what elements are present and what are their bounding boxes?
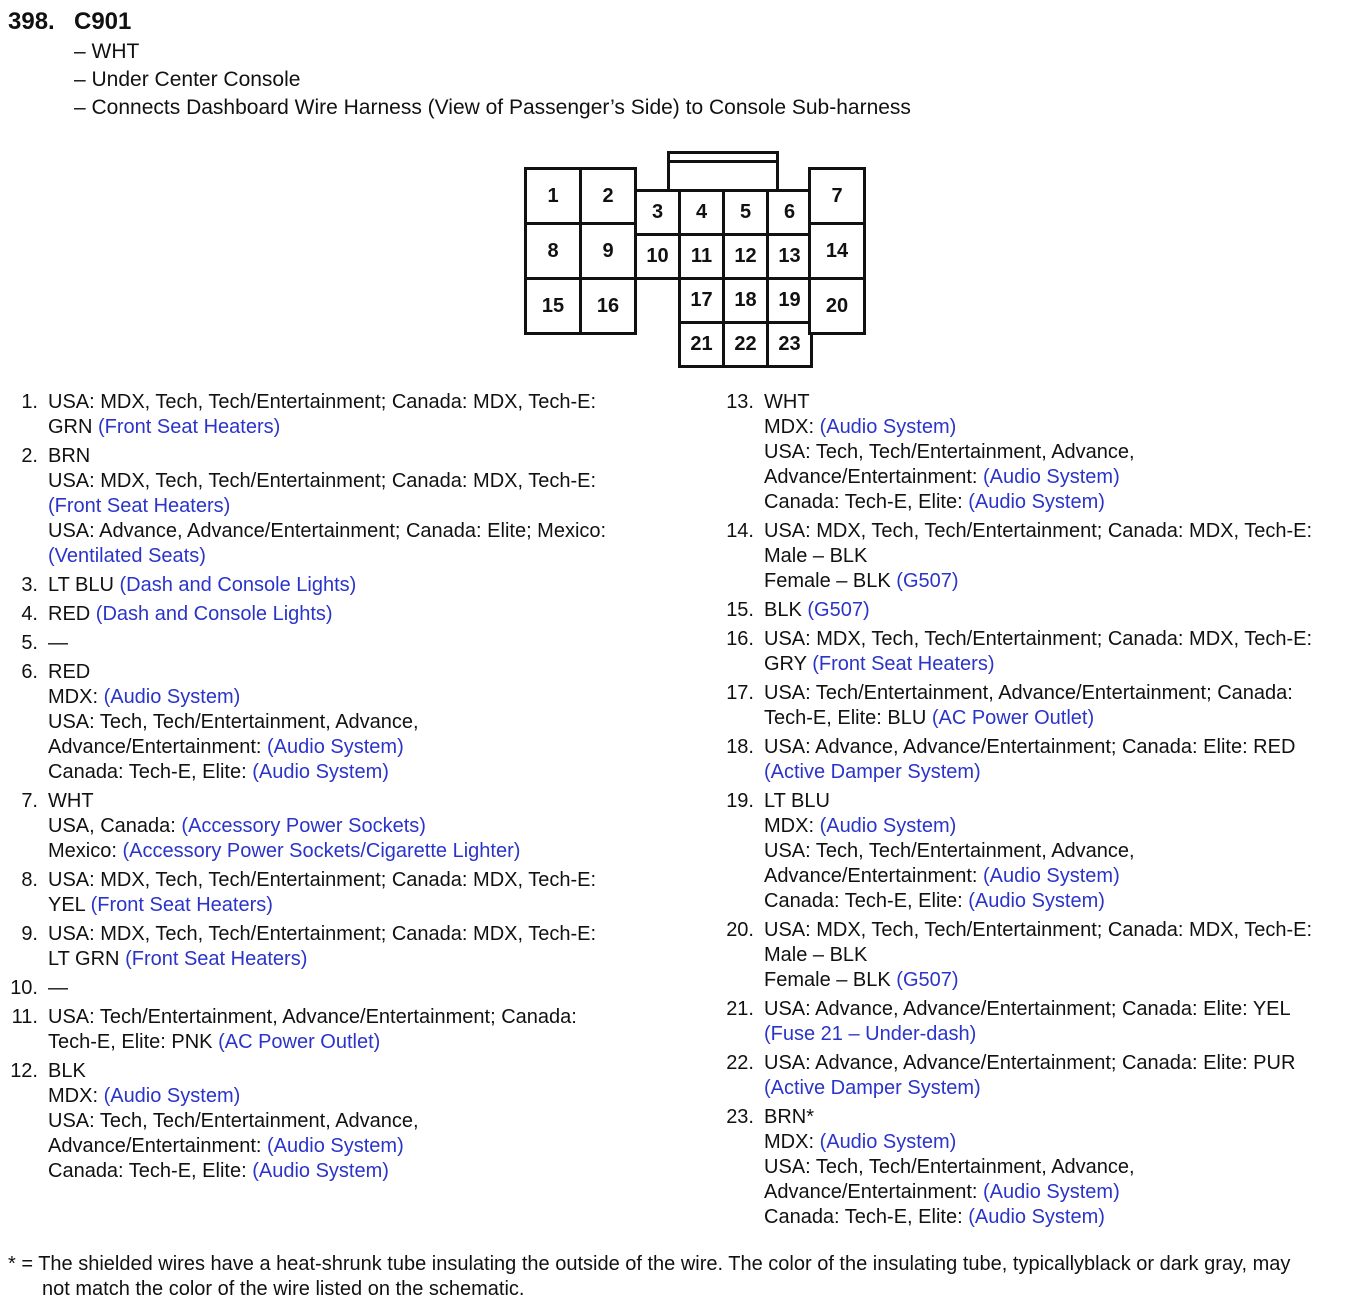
pin-line — [764, 735, 1356, 760]
cavity-1: 1 — [524, 167, 582, 225]
detail-location: – Under Center Console — [74, 68, 301, 91]
circuit-reference: (Audio System) — [267, 1135, 404, 1157]
cavity-13: 13 — [766, 233, 813, 280]
pin-item — [0, 1059, 680, 1184]
pin-number: 4. — [21, 603, 38, 625]
pin-text: USA: Tech, Tech/Entertainment, Advance, — [764, 1156, 1135, 1178]
pin-line — [764, 968, 1356, 993]
cavity-5: 5 — [722, 189, 769, 236]
pin-item — [716, 598, 1356, 623]
pin-number: 15. — [726, 599, 754, 621]
pin-line — [48, 839, 680, 864]
pin-line — [764, 627, 1356, 652]
cavity-19: 19 — [766, 277, 813, 324]
pin-number: 3. — [21, 574, 38, 596]
pin-text: MDX: — [764, 815, 820, 837]
circuit-reference: (Front Seat Heaters) — [48, 495, 231, 517]
pin-line — [764, 1205, 1356, 1230]
pin-number: 12. — [10, 1060, 38, 1082]
pin-text: WHT — [764, 391, 810, 413]
pin-item — [716, 1051, 1356, 1101]
pin-text: BLK — [48, 1060, 86, 1082]
pin-line — [764, 997, 1356, 1022]
circuit-reference: (Audio System) — [983, 466, 1120, 488]
cavity-23: 23 — [766, 321, 813, 368]
circuit-reference: (Audio System) — [819, 416, 957, 438]
pin-text: USA: MDX, Tech, Tech/Entertainment; Canada: MDX, Tech-E: — [764, 628, 1313, 650]
pin-text: LT BLU — [764, 790, 830, 812]
circuit-reference: (Accessory Power Sockets) — [181, 815, 426, 837]
cavity-15: 15 — [524, 277, 582, 335]
pin-line — [764, 652, 1356, 677]
pin-line — [764, 1180, 1356, 1205]
pin-text: BLK — [764, 599, 808, 621]
pin-number: 10. — [10, 977, 38, 999]
circuit-reference: (G507) — [896, 570, 959, 592]
circuit-reference: (Front Seat Heaters) — [812, 653, 995, 675]
pin-number: 9. — [21, 923, 38, 945]
cavity-14: 14 — [808, 222, 866, 280]
pin-text: USA: Tech/Entertainment, Advance/Entertainment; Canada: — [764, 682, 1293, 704]
pin-list-right — [716, 390, 1356, 1234]
pin-list-left — [0, 390, 680, 1188]
pin-text: Canada: Tech-E, Elite: — [764, 1206, 969, 1228]
pin-line — [764, 544, 1356, 569]
pin-line — [764, 1130, 1356, 1155]
circuit-reference: (Audio System) — [252, 761, 389, 783]
circuit-reference: (Front Seat Heaters) — [90, 894, 273, 916]
pin-text: USA: MDX, Tech, Tech/Entertainment; Canada: MDX, Tech-E: — [764, 919, 1313, 941]
pin-text: Female – BLK — [764, 570, 897, 592]
circuit-reference: (Audio System) — [819, 815, 957, 837]
pin-item — [0, 789, 680, 864]
pin-item — [716, 735, 1356, 785]
cavity-7: 7 — [808, 167, 866, 225]
pin-text: Canada: Tech-E, Elite: — [764, 491, 969, 513]
pin-text: Tech-E, Elite: BLU — [764, 707, 932, 729]
pin-line — [48, 519, 680, 544]
pin-number: 20. — [726, 919, 754, 941]
pin-text: USA: Advance, Advance/Entertainment; Canada: Elite; Mexico: — [48, 520, 607, 542]
cavity-21: 21 — [678, 321, 725, 368]
pin-item — [0, 444, 680, 569]
pin-line — [48, 573, 680, 598]
pin-number: 21. — [726, 998, 754, 1020]
pin-text: Female – BLK — [764, 969, 897, 991]
pin-line — [764, 1076, 1356, 1101]
pin-line — [48, 735, 680, 760]
circuit-reference: (Audio System) — [103, 1085, 241, 1107]
pin-item — [716, 390, 1356, 515]
pin-text: USA: MDX, Tech, Tech/Entertainment; Canada: MDX, Tech-E: — [48, 869, 597, 891]
pin-item — [716, 789, 1356, 914]
pin-text: MDX: — [48, 686, 104, 708]
circuit-reference: (AC Power Outlet) — [931, 707, 1095, 729]
pin-number: 11. — [11, 1006, 38, 1028]
cavity-11: 11 — [678, 233, 725, 280]
detail-connection: – Connects Dashboard Wire Harness (View of Passenger’s Side) to Console Sub-harness — [74, 96, 911, 119]
pin-text: LT BLU — [48, 574, 120, 596]
pin-line — [48, 947, 680, 972]
pin-item — [0, 922, 680, 972]
cavity-9: 9 — [579, 222, 637, 280]
pin-line — [764, 1105, 1356, 1130]
connector-lock-bar — [667, 160, 779, 163]
pin-line — [48, 444, 680, 469]
pin-number: 23. — [726, 1106, 754, 1128]
pin-text: BRN* — [764, 1106, 815, 1128]
pin-line — [764, 681, 1356, 706]
pin-line — [48, 631, 680, 656]
connector-diagram — [0, 0, 1358, 380]
pin-item — [716, 681, 1356, 731]
pin-line — [48, 390, 680, 415]
pin-text: USA: Tech, Tech/Entertainment, Advance, — [48, 711, 419, 733]
pin-text: — — [48, 977, 68, 999]
pin-text: USA, Canada: — [48, 815, 182, 837]
pin-text: YEL — [48, 894, 91, 916]
pin-item — [0, 868, 680, 918]
pin-item — [0, 602, 680, 627]
circuit-reference: (Active Damper System) — [764, 761, 981, 783]
pin-item — [0, 631, 680, 656]
pin-line — [48, 1059, 680, 1084]
pin-line — [48, 710, 680, 735]
pin-line — [48, 660, 680, 685]
pin-number: 16. — [726, 628, 754, 650]
pin-text: USA: Advance, Advance/Entertainment; Canada: Elite: PUR — [764, 1052, 1296, 1074]
pin-line — [48, 922, 680, 947]
pin-text: Advance/Entertainment: — [764, 466, 984, 488]
pin-line — [48, 1084, 680, 1109]
pin-text: LT GRN — [48, 948, 126, 970]
cavity-3: 3 — [634, 189, 681, 236]
pin-text: Male – BLK — [764, 545, 868, 567]
pin-number: 17. — [726, 682, 754, 704]
pin-line — [764, 440, 1356, 465]
pin-text: MDX: — [764, 1131, 820, 1153]
circuit-reference: (Ventilated Seats) — [48, 545, 206, 567]
pin-text: Advance/Entertainment: — [48, 736, 268, 758]
pin-line — [764, 569, 1356, 594]
pin-text: WHT — [48, 790, 94, 812]
pin-text: Advance/Entertainment: — [764, 865, 984, 887]
pin-line — [48, 1030, 680, 1055]
pin-text: USA: MDX, Tech, Tech/Entertainment; Canada: MDX, Tech-E: — [48, 470, 597, 492]
pin-item — [0, 660, 680, 785]
pin-line — [764, 814, 1356, 839]
pin-text: Canada: Tech-E, Elite: — [48, 1160, 253, 1182]
pin-number: 14. — [726, 520, 754, 542]
connector-id: C901 — [74, 8, 132, 35]
cavity-2: 2 — [579, 167, 637, 225]
circuit-reference: (Audio System) — [819, 1131, 957, 1153]
pin-line — [764, 789, 1356, 814]
footnote-line-2: not match the color of the wire listed on the schematic. — [42, 1278, 525, 1300]
pin-text: RED — [48, 661, 91, 683]
pin-line — [48, 868, 680, 893]
pin-line — [48, 976, 680, 1001]
circuit-reference: (Active Damper System) — [764, 1077, 981, 1099]
circuit-reference: (Dash and Console Lights) — [119, 574, 357, 596]
pin-number: 19. — [726, 790, 754, 812]
pin-text: USA: Advance, Advance/Entertainment; Canada: Elite: RED — [764, 736, 1296, 758]
pin-item — [0, 390, 680, 440]
circuit-reference: (Front Seat Heaters) — [125, 948, 308, 970]
circuit-reference: (Dash and Console Lights) — [95, 603, 333, 625]
pin-text: RED — [48, 603, 96, 625]
circuit-reference: (G507) — [896, 969, 959, 991]
pin-text: USA: Advance, Advance/Entertainment; Canada: Elite: YEL — [764, 998, 1291, 1020]
pin-line — [764, 839, 1356, 864]
cavity-8: 8 — [524, 222, 582, 280]
pin-line — [764, 1022, 1356, 1047]
pin-line — [48, 893, 680, 918]
circuit-reference: (Audio System) — [983, 865, 1120, 887]
circuit-reference: (Front Seat Heaters) — [98, 416, 281, 438]
pin-line — [48, 685, 680, 710]
pin-item — [716, 1105, 1356, 1230]
pin-number: 7. — [21, 790, 38, 812]
pin-line — [48, 469, 680, 494]
pin-text: USA: MDX, Tech, Tech/Entertainment; Canada: MDX, Tech-E: — [48, 391, 597, 413]
circuit-reference: (Audio System) — [968, 491, 1105, 513]
cavity-20: 20 — [808, 277, 866, 335]
footnote-line-1: * = The shielded wires have a heat-shrunk tube insulating the outside of the wire. The color of the insulating tube, typicallyblack or dark gray, may — [8, 1253, 1291, 1275]
cavity-22: 22 — [722, 321, 769, 368]
cavity-10: 10 — [634, 233, 681, 280]
cavity-6: 6 — [766, 189, 813, 236]
pin-item — [0, 1005, 680, 1055]
pin-text: USA: Tech, Tech/Entertainment, Advance, — [764, 840, 1135, 862]
cavity-18: 18 — [722, 277, 769, 324]
pin-line — [764, 1051, 1356, 1076]
pin-line — [48, 602, 680, 627]
connector-number: 398. — [8, 8, 55, 35]
pin-line — [48, 789, 680, 814]
pin-item — [0, 573, 680, 598]
circuit-reference: (Accessory Power Sockets/Cigarette Lighter) — [122, 840, 521, 862]
detail-color: – WHT — [74, 40, 140, 63]
pin-text: GRN — [48, 416, 98, 438]
circuit-reference: (G507) — [807, 599, 870, 621]
pin-number: 5. — [21, 632, 38, 654]
pin-line — [48, 1005, 680, 1030]
pin-line — [764, 943, 1356, 968]
pin-number: 2. — [21, 445, 38, 467]
pin-line — [48, 544, 680, 569]
cavity-12: 12 — [722, 233, 769, 280]
pin-item — [716, 627, 1356, 677]
circuit-reference: (Audio System) — [267, 736, 404, 758]
pin-item — [716, 997, 1356, 1047]
pin-line — [764, 598, 1356, 623]
pin-line — [764, 465, 1356, 490]
pin-number: 13. — [726, 391, 754, 413]
pin-text: BRN — [48, 445, 91, 467]
pin-text: Canada: Tech-E, Elite: — [48, 761, 253, 783]
circuit-reference: (Audio System) — [968, 890, 1105, 912]
pin-number: 6. — [21, 661, 38, 683]
circuit-reference: (Audio System) — [968, 1206, 1105, 1228]
pin-line — [764, 864, 1356, 889]
footnote — [8, 1252, 1354, 1302]
pin-text: USA: Tech/Entertainment, Advance/Entertainment; Canada: — [48, 1006, 577, 1028]
pin-line — [764, 415, 1356, 440]
pin-line — [48, 494, 680, 519]
cavity-17: 17 — [678, 277, 725, 324]
pin-line — [48, 1109, 680, 1134]
pin-line — [764, 519, 1356, 544]
cavity-16: 16 — [579, 277, 637, 335]
circuit-reference: (Audio System) — [983, 1181, 1120, 1203]
pin-line — [764, 390, 1356, 415]
pin-text: MDX: — [48, 1085, 104, 1107]
circuit-reference: (AC Power Outlet) — [218, 1031, 381, 1053]
pin-line — [764, 918, 1356, 943]
circuit-reference: (Fuse 21 – Under-dash) — [764, 1023, 977, 1045]
pin-number: 22. — [726, 1052, 754, 1074]
pin-line — [764, 760, 1356, 785]
connector-lock-tab — [667, 151, 779, 193]
pin-text: USA: Tech, Tech/Entertainment, Advance, — [48, 1110, 419, 1132]
pin-text: — — [48, 632, 68, 654]
pin-item — [0, 976, 680, 1001]
pin-number: 18. — [726, 736, 754, 758]
pin-line — [764, 1155, 1356, 1180]
pin-text: USA: MDX, Tech, Tech/Entertainment; Canada: MDX, Tech-E: — [764, 520, 1313, 542]
pin-line — [48, 415, 680, 440]
pin-text: USA: MDX, Tech, Tech/Entertainment; Canada: MDX, Tech-E: — [48, 923, 597, 945]
pin-item — [716, 918, 1356, 993]
pin-item — [716, 519, 1356, 594]
pin-line — [48, 1134, 680, 1159]
pin-text: Mexico: — [48, 840, 123, 862]
pin-line — [48, 1159, 680, 1184]
pin-line — [764, 490, 1356, 515]
pin-line — [764, 706, 1356, 731]
pin-text: USA: Tech, Tech/Entertainment, Advance, — [764, 441, 1135, 463]
pin-number: 8. — [21, 869, 38, 891]
pin-text: Advance/Entertainment: — [48, 1135, 268, 1157]
pin-text: GRY — [764, 653, 813, 675]
pin-number: 1. — [21, 391, 38, 413]
pin-text: Tech-E, Elite: PNK — [48, 1031, 219, 1053]
pin-text: Advance/Entertainment: — [764, 1181, 984, 1203]
pin-line — [48, 814, 680, 839]
cavity-4: 4 — [678, 189, 725, 236]
circuit-reference: (Audio System) — [252, 1160, 389, 1182]
pin-text: Male – BLK — [764, 944, 868, 966]
pin-line — [48, 760, 680, 785]
pin-text: MDX: — [764, 416, 820, 438]
circuit-reference: (Audio System) — [103, 686, 241, 708]
pin-line — [764, 889, 1356, 914]
pin-text: Canada: Tech-E, Elite: — [764, 890, 969, 912]
